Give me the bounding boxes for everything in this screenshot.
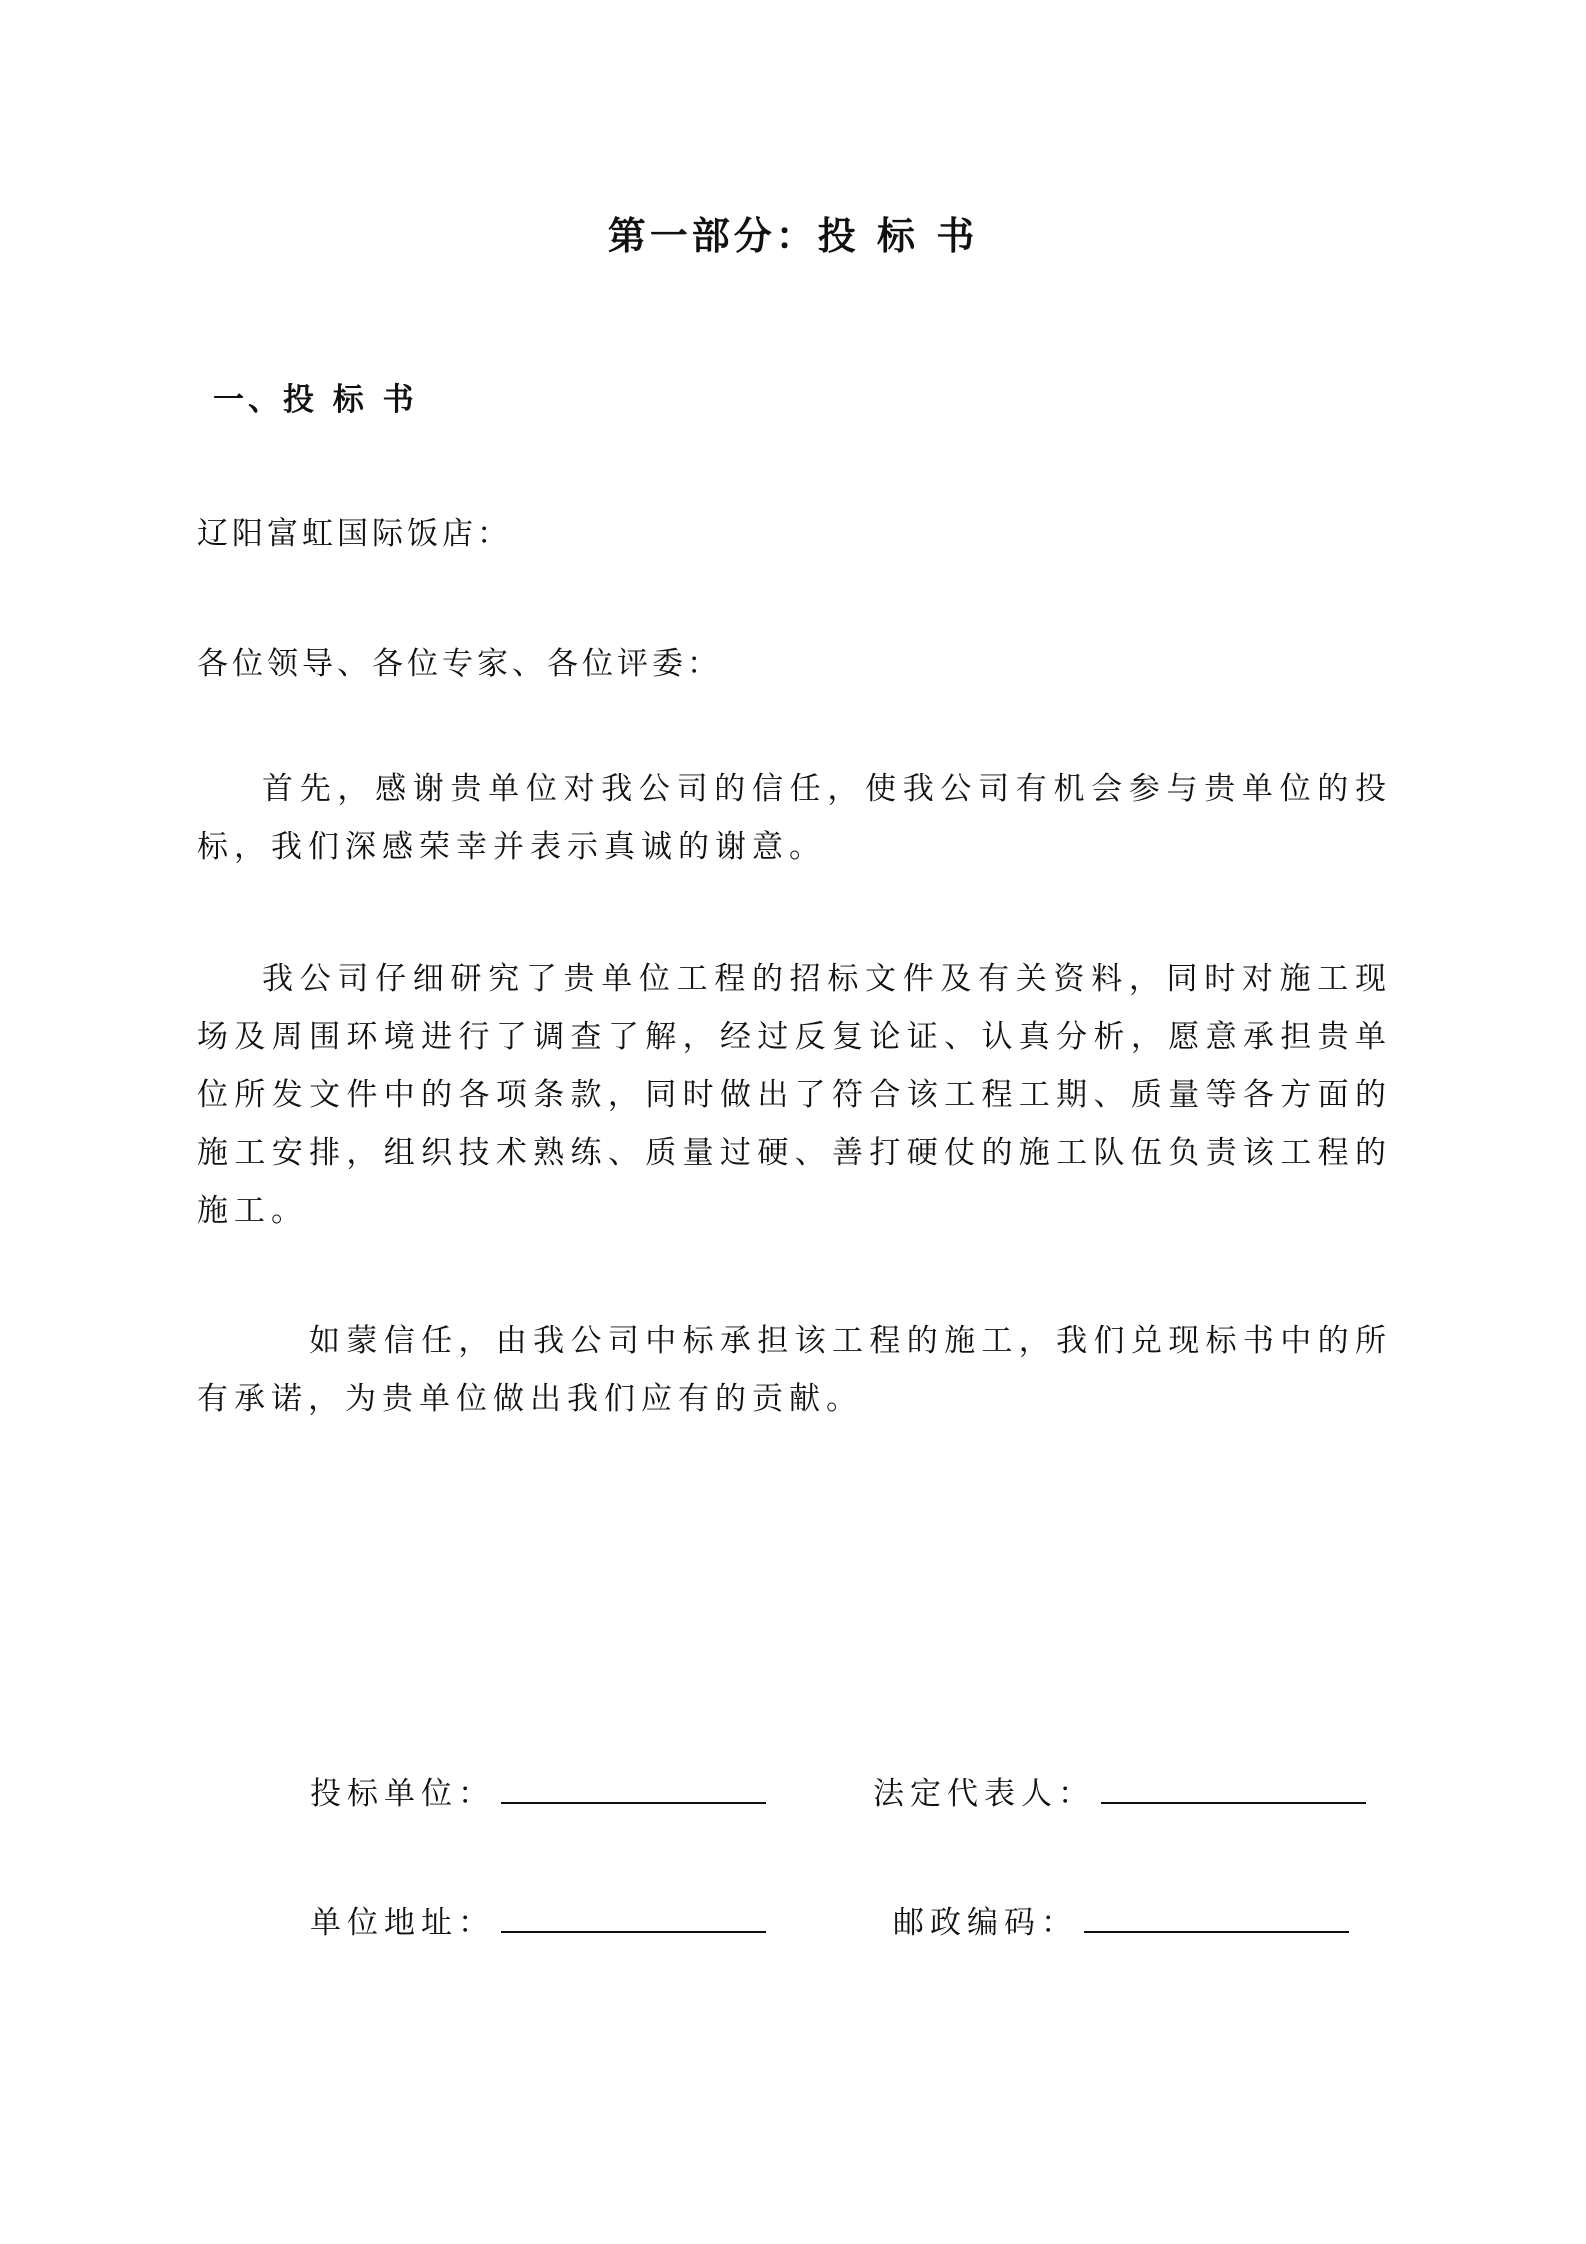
legal-representative-field (873, 1768, 1366, 1813)
paragraph-promise: 如蒙信任，由我公司中标承担该工程的施工，我们兑现标书中的所有承诺，为贵单位做出我们应有的贡献。 (197, 1323, 1392, 1417)
postal-code-label: 邮政编码： (893, 1905, 1078, 1941)
bidder-unit-field (310, 1768, 766, 1813)
postal-code-blank-line (1084, 1897, 1349, 1933)
postal-code-field (893, 1897, 1349, 1942)
legal-representative-label: 法定代表人： (873, 1776, 1095, 1812)
unit-address-field (310, 1897, 766, 1942)
unit-address-blank-line (501, 1897, 766, 1933)
paragraph-commitment: 我公司仔细研究了贵单位工程的招标文件及有关资料，同时对施工现场及周围环境进行了调查了解，经过反复论证、认真分析，愿意承担贵单位所发文件中的各项条款，同时做出了符合该工程工期、质量等各方面的施工安排，组织技术熟练、质量过硬、善打硬仗的施工队伍负责该工程的施工。 (197, 961, 1392, 1229)
greeting: 各位领导、各位专家、各位评委： (197, 646, 722, 682)
document-title: 第一部分：投 标 书 (607, 214, 979, 258)
bidder-unit-label: 投标单位： (310, 1776, 495, 1812)
section-heading: 一、投 标 书 (213, 382, 418, 418)
bidder-unit-blank-line (501, 1768, 766, 1804)
paragraph-thanks: 首先，感谢贵单位对我公司的信任，使我公司有机会参与贵单位的投标，我们深感荣幸并表示真诚的谢意。 (197, 771, 1392, 865)
addressee: 辽阳富虹国际饭店： (197, 516, 512, 552)
legal-representative-blank-line (1101, 1768, 1366, 1804)
unit-address-label: 单位地址： (310, 1905, 495, 1941)
